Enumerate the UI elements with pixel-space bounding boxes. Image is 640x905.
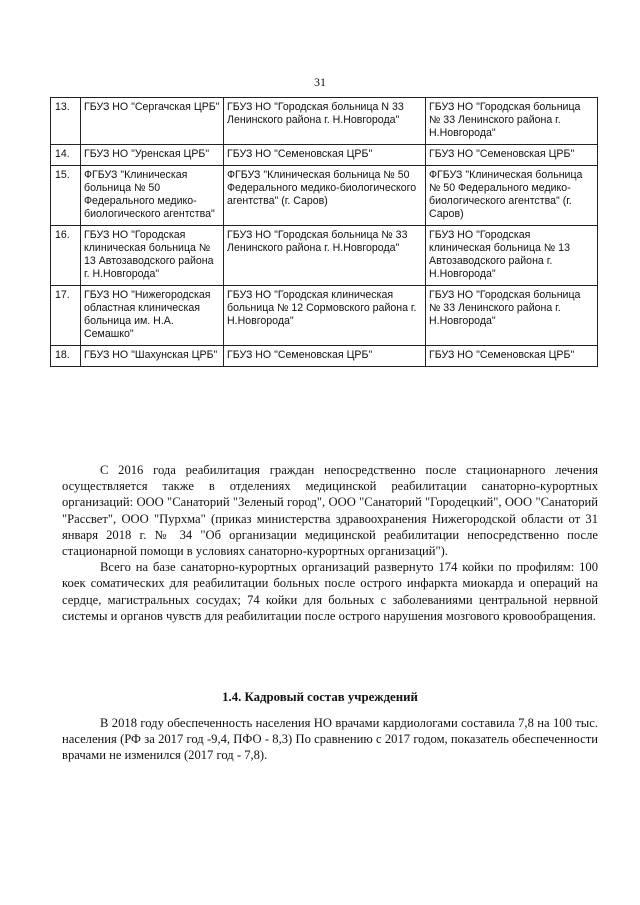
table-cell: ГБУЗ НО "Сергачская ЦРБ": [81, 98, 224, 145]
body-text-section-staff: [62, 715, 598, 764]
table-cell: ГБУЗ НО "Нижегородская областная клиническая больница им. Н.А. Семашко": [81, 286, 224, 346]
body-text-section: [62, 462, 598, 624]
table-cell: ГБУЗ НО "Городская больница № 33 Ленинского района г. Н.Новгорода": [426, 286, 598, 346]
table-cell: ГБУЗ НО "Семеновская ЦРБ": [224, 145, 426, 166]
table-row: [51, 226, 598, 286]
row-number: 15.: [51, 166, 81, 226]
row-number: 16.: [51, 226, 81, 286]
paragraph-sanatorium-rehab: С 2016 года реабилитация граждан непосредственно после стационарного лечения осуществляется также в отделениях медицинской реабилитации санаторно-курортных организаций: ООО "Санаторий "Зеленый город", ООО "Санаторий "Городецкий", ООО "Санаторий "Рассвет", ООО "Пурхма" (приказ министерства здравоохранения Нижегородской области от 31 января 2018 г. № 34 "Об организации медицинской реабилитации непосредственно после стационарной помощи в условиях санаторно-курортных организаций").: [62, 463, 598, 559]
paragraph-bed-count: Всего на базе санаторно-курортных организаций развернуто 174 койки по профилям: 100 коек соматических для реабилитации больных после острого инфаркта миокарда и операций на сердце, магистральных сосудах; 74 койки для больных с заболеваниями центральной нервной системы и органов чувств для реабилитации после острого нарушения мозгового кровообращения.: [62, 560, 598, 623]
table-cell: ГБУЗ НО "Шахунская ЦРБ": [81, 346, 224, 367]
table-row: [51, 286, 598, 346]
table-cell: ГБУЗ НО "Семеновская ЦРБ": [426, 145, 598, 166]
table-cell: ГБУЗ НО "Семеновская ЦРБ": [224, 346, 426, 367]
table-cell: ГБУЗ НО "Городская клиническая больница № 13 Автозаводского района г. Н.Новгорода": [81, 226, 224, 286]
table-row: [51, 98, 598, 145]
table-cell: ГБУЗ НО "Городская больница № 33 Ленинского района г. Н.Новгорода": [224, 226, 426, 286]
table-row: [51, 346, 598, 367]
table-cell: ГБУЗ НО "Городская больница N 33 Ленинского района г. Н.Новгорода": [224, 98, 426, 145]
table-cell: ФГБУЗ "Клиническая больница № 50 Федерального медико-биологического агентства" (г. Саров): [426, 166, 598, 226]
table-row: [51, 166, 598, 226]
row-number: 17.: [51, 286, 81, 346]
table-row: [51, 145, 598, 166]
table-cell: ГБУЗ НО "Уренская ЦРБ": [81, 145, 224, 166]
table-cell: ГБУЗ НО "Семеновская ЦРБ": [426, 346, 598, 367]
table-cell: ГБУЗ НО "Городская больница № 33 Ленинского района г. Н.Новгорода": [426, 98, 598, 145]
table-cell: ФГБУЗ "Клиническая больница № 50 Федерального медико-биологического агентства": [81, 166, 224, 226]
table-cell: ГБУЗ НО "Городская клиническая больница № 12 Сормовского района г. Н.Новгорода": [224, 286, 426, 346]
page-number: 31: [314, 75, 326, 89]
row-number: 18.: [51, 346, 81, 367]
table-cell: ГБУЗ НО "Городская клиническая больница № 13 Автозаводского района г. Н.Новгорода": [426, 226, 598, 286]
row-number: 14.: [51, 145, 81, 166]
hospital-routing-table: [50, 97, 598, 367]
table-cell: ФГБУЗ "Клиническая больница № 50 Федерального медико-биологического агентства" (г. Саров): [224, 166, 426, 226]
section-heading: 1.4. Кадровый состав учреждений: [222, 690, 418, 704]
row-number: 13.: [51, 98, 81, 145]
paragraph-cardiologist-coverage: В 2018 году обеспеченность населения НО врачами кардиологами составила 7,8 на 100 тыс. населения (РФ за 2017 год -9,4, ПФО - 8,3) По сравнению с 2017 годом, показатель обеспеченности врачами не изменился (2017 год - 7,8).: [62, 716, 598, 763]
